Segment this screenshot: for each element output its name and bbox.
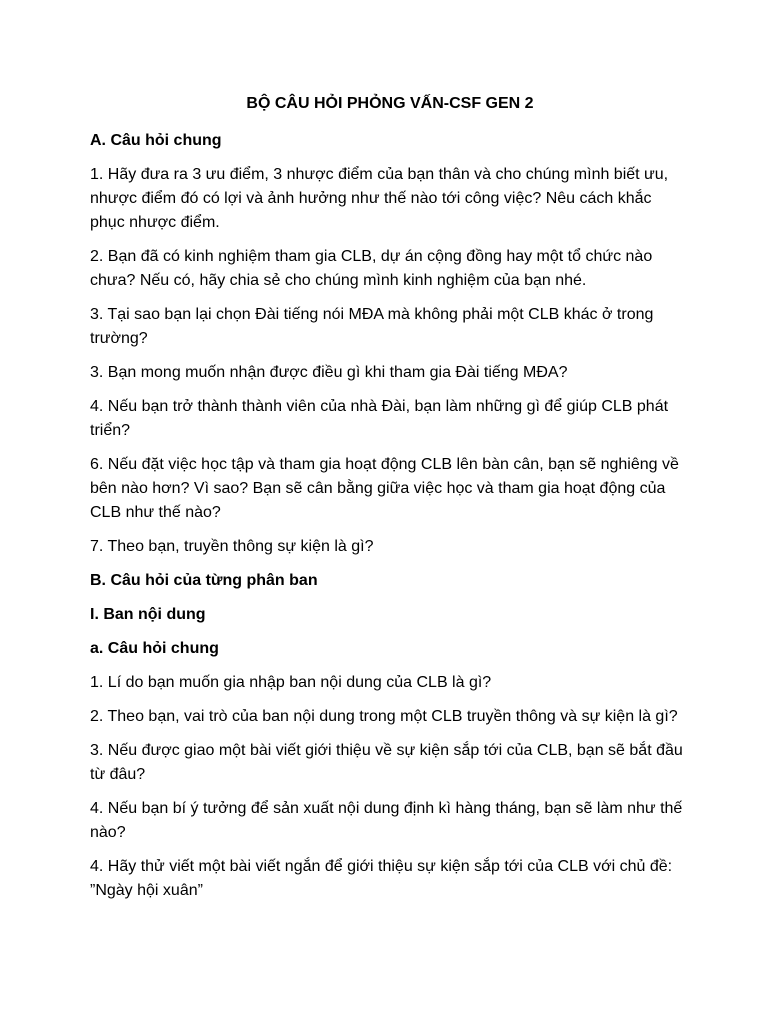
section-heading-department-questions: B. Câu hỏi của từng phân ban <box>90 572 318 589</box>
question-experience: 2. Bạn đã có kinh nghiệm tham gia CLB, dự án cộng đồng hay một tổ chức nào chưa? Nếu có, hãy chia sẻ cho chúng mình kinh nghiệm của bạn nhé. <box>90 248 653 289</box>
section-heading-content-general: a. Câu hỏi chung <box>90 640 219 657</box>
question-write-article: 4. Hãy thử viết một bài viết ngắn để giới thiệu sự kiện sắp tới của CLB với chủ đề: ”Ngày hội xuân” <box>90 858 673 899</box>
question-expectations: 3. Bạn mong muốn nhận được điều gì khi tham gia Đài tiếng MĐA? <box>90 364 568 381</box>
question-balance: 6. Nếu đặt việc học tập và tham gia hoạt động CLB lên bàn cân, bạn sẽ nghiêng về bên nào hơn? Vì sao? Bạn sẽ cân bằng giữa việc học và tham gia hoạt động của CLB như thế nào? <box>90 456 679 521</box>
question-join-reason: 1. Lí do bạn muốn gia nhập ban nội dung của CLB là gì? <box>90 674 492 691</box>
section-heading-content-department: I. Ban nội dung <box>90 606 206 623</box>
question-why-choose: 3. Tại sao bạn lại chọn Đài tiếng nói MĐA mà không phải một CLB khác ở trong trường? <box>90 306 654 347</box>
section-heading-general-questions: A. Câu hỏi chung <box>90 132 222 149</box>
question-strengths-weaknesses: 1. Hãy đưa ra 3 ưu điểm, 3 nhược điểm của bạn thân và cho chúng mình biết ưu, nhược điểm đó có lợi và ảnh hưởng như thế nào tới công việc? Nêu cách khắc phục nhược điểm. <box>90 166 669 231</box>
document-title: BỘ CÂU HỎI PHỎNG VẤN-CSF GEN 2 <box>246 95 534 112</box>
question-contribute: 4. Nếu bạn trở thành thành viên của nhà Đài, bạn làm những gì để giúp CLB phát triển? <box>90 398 669 439</box>
question-event-communication: 7. Theo bạn, truyền thông sự kiện là gì? <box>90 538 374 555</box>
question-idea-block: 4. Nếu bạn bí ý tưởng để sản xuất nội dung định kì hàng tháng, bạn sẽ làm như thế nào? <box>90 800 683 841</box>
question-content-role: 2. Theo bạn, vai trò của ban nội dung trong một CLB truyền thông và sự kiện là gì? <box>90 708 678 725</box>
question-intro-article: 3. Nếu được giao một bài viết giới thiệu về sự kiện sắp tới của CLB, bạn sẽ bắt đầu từ đâu? <box>90 742 683 783</box>
document-page <box>90 92 690 913</box>
